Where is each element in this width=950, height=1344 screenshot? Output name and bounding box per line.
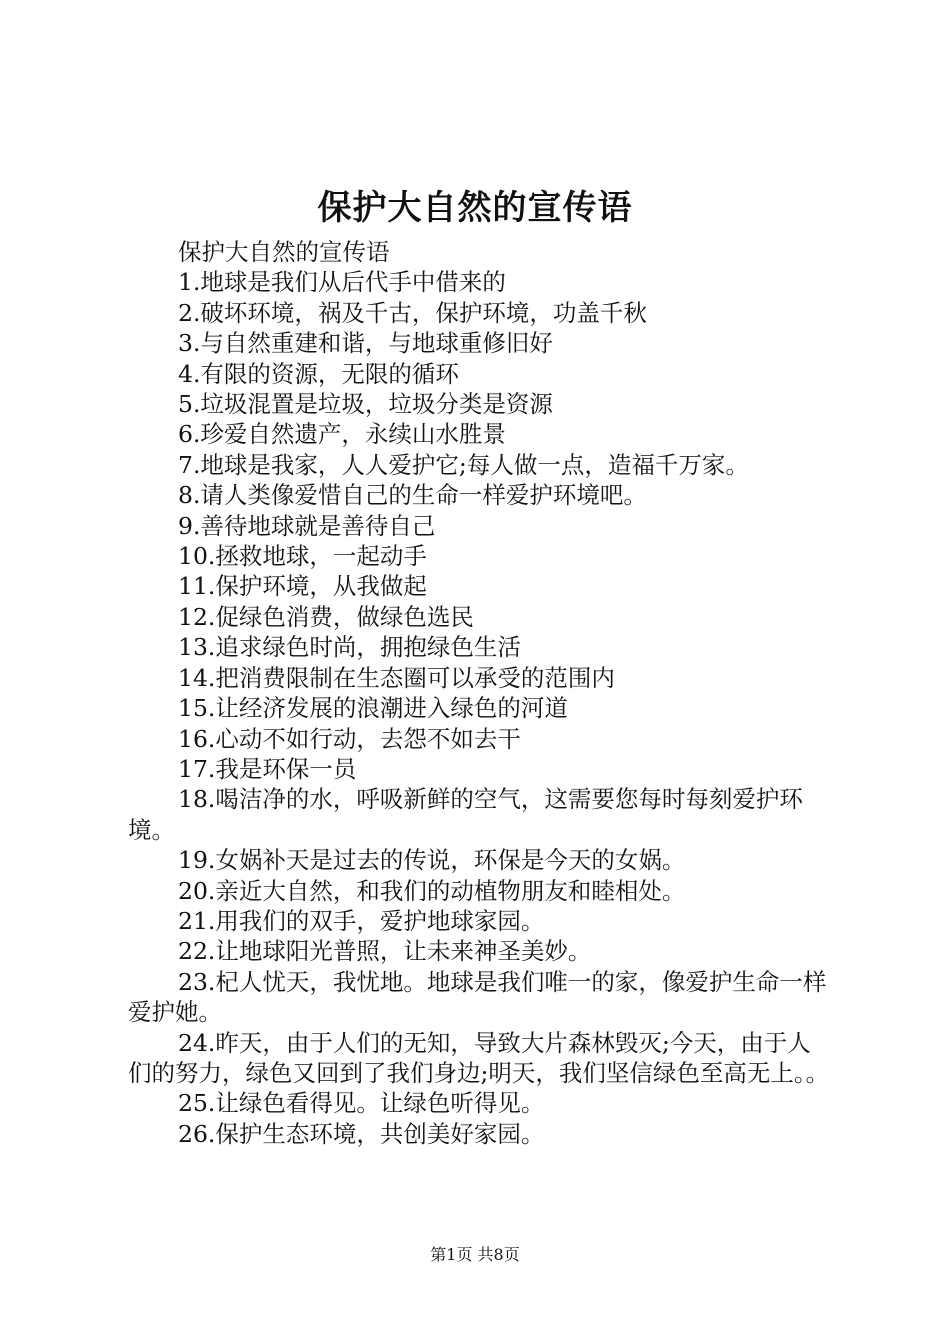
document-body xyxy=(128,237,830,1149)
paragraph: 14.把消费限制在生态圈可以承受的范围内 xyxy=(178,663,615,692)
paragraph: 9.善待地球就是善待自己 xyxy=(178,511,436,540)
paragraph: 26.保护生态环境，共创美好家园。 xyxy=(178,1119,545,1148)
paragraph: 15.让经济发展的浪潮进入绿色的河道 xyxy=(178,694,568,723)
paragraph: 6.珍爱自然遗产，永续山水胜景 xyxy=(178,420,506,449)
paragraph: 20.亲近大自然，和我们的动植物朋友和睦相处。 xyxy=(178,876,686,905)
paragraph: 2.破坏环境，祸及千古，保护环境，功盖千秋 xyxy=(178,298,647,327)
paragraph: 21.用我们的双手，爱护地球家园。 xyxy=(178,906,545,935)
paragraph: 25.让绿色看得见。让绿色听得见。 xyxy=(178,1089,545,1118)
paragraph: 16.心动不如行动，去怨不如去干 xyxy=(178,724,521,753)
document-title: 保护大自然的宣传语 xyxy=(317,188,633,228)
paragraph: 保护大自然的宣传语 xyxy=(178,238,390,266)
paragraph: 19.女娲补天是过去的传说，环保是今天的女娲。 xyxy=(178,846,686,875)
paragraph: 22.让地球阳光普照，让未来神圣美妙。 xyxy=(178,937,592,966)
paragraph: 3.与自然重建和谐，与地球重修旧好 xyxy=(178,329,553,358)
paragraph: 17.我是环保一员 xyxy=(178,754,357,783)
paragraph: 5.垃圾混置是垃圾，垃圾分类是资源 xyxy=(178,390,553,419)
page-footer: 第1页 共8页 xyxy=(430,1245,520,1264)
paragraph: 24.昨天，由于人们的无知，导致大片森林毁灭;今天，由于人们的努力，绿色又回到了我们身边;明天，我们坚信绿色至高无上。。 xyxy=(128,1028,830,1087)
paragraph: 12.促绿色消费，做绿色选民 xyxy=(178,602,474,631)
paragraph: 13.追求绿色时尚，拥抱绿色生活 xyxy=(178,633,521,662)
paragraph: 1.地球是我们从后代手中借来的 xyxy=(178,268,506,297)
paragraph: 11.保护环境，从我做起 xyxy=(178,572,427,601)
paragraph: 7.地球是我家，人人爱护它;每人做一点，造福千万家。 xyxy=(178,450,749,479)
paragraph: 18.喝洁净的水，呼吸新鲜的空气，这需要您每时每刻爱护环境。 xyxy=(128,785,803,844)
paragraph: 10.拯救地球，一起动手 xyxy=(178,542,427,571)
paragraph: 4.有限的资源，无限的循环 xyxy=(178,359,459,388)
paragraph: 23.杞人忧天，我忧地。地球是我们唯一的家，像爱护生命一样爱护她。 xyxy=(128,967,827,1027)
paragraph: 8.请人类像爱惜自己的生命一样爱护环境吧。 xyxy=(178,481,647,510)
